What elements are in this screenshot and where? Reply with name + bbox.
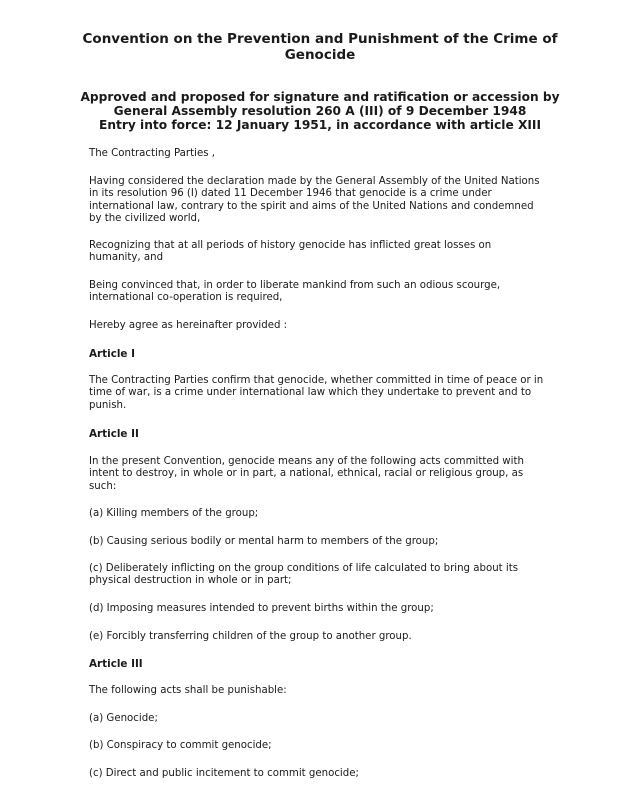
list-item: (e) Forcibly transferring children of the group to another group. xyxy=(89,631,412,642)
preamble-paragraph: Recognizing that at all periods of history genocide has inflicted great losses on humanity, and xyxy=(89,240,492,264)
list-item: (d) Imposing measures intended to prevent births within the group; xyxy=(89,603,434,614)
article-heading: Article II xyxy=(89,428,139,440)
subtitle-line: Approved and proposed for signature and ratification or accession by xyxy=(80,90,560,104)
article-heading: Article III xyxy=(89,658,143,670)
list-item: (b) Conspiracy to commit genocide; xyxy=(89,740,272,751)
list-item: (c) Deliberately inflicting on the group conditions of life calculated to bring about its physical destruction in whole or in part; xyxy=(89,563,519,587)
list-item: (c) Direct and public incitement to commit genocide; xyxy=(89,768,359,779)
subtitle-line: General Assembly resolution 260 A (III) of 9 December 1948 xyxy=(113,104,527,118)
article-heading: Article I xyxy=(89,348,135,360)
preamble-intro: The Contracting Parties , xyxy=(89,148,215,159)
subtitle-line: Entry into force: 12 January 1951, in accordance with article XIII xyxy=(99,118,541,132)
list-item: (a) Killing members of the group; xyxy=(89,508,259,519)
title-line: Convention on the Prevention and Punishment of the Crime of xyxy=(82,31,558,47)
title-line: Genocide xyxy=(284,47,356,63)
preamble-paragraph: Being convinced that, in order to liberate mankind from such an odious scourge, international co-operation is required, xyxy=(89,280,501,304)
article-paragraph: The following acts shall be punishable: xyxy=(89,685,287,696)
document-subtitle xyxy=(60,90,580,132)
list-item: (b) Causing serious bodily or mental harm to members of the group; xyxy=(89,536,439,547)
preamble-closing: Hereby agree as hereinafter provided : xyxy=(89,320,288,331)
document-title xyxy=(60,31,580,63)
article-paragraph: In the present Convention, genocide means any of the following acts committed with intent to destroy, in whole or in part, a national, ethnical, racial or religious group, as such: xyxy=(89,456,524,492)
preamble-paragraph: Having considered the declaration made by the General Assembly of the United Nations in its resolution 96 (I) dated 11 December 1946 that genocide is a crime under international law, contrary to the spirit and aims of the United Nations and condemned by the civilized world, xyxy=(89,176,540,224)
article-paragraph: The Contracting Parties confirm that genocide, whether committed in time of peace or in time of war, is a crime under international law which they undertake to prevent and to punish. xyxy=(89,375,544,411)
list-item: (a) Genocide; xyxy=(89,713,158,724)
